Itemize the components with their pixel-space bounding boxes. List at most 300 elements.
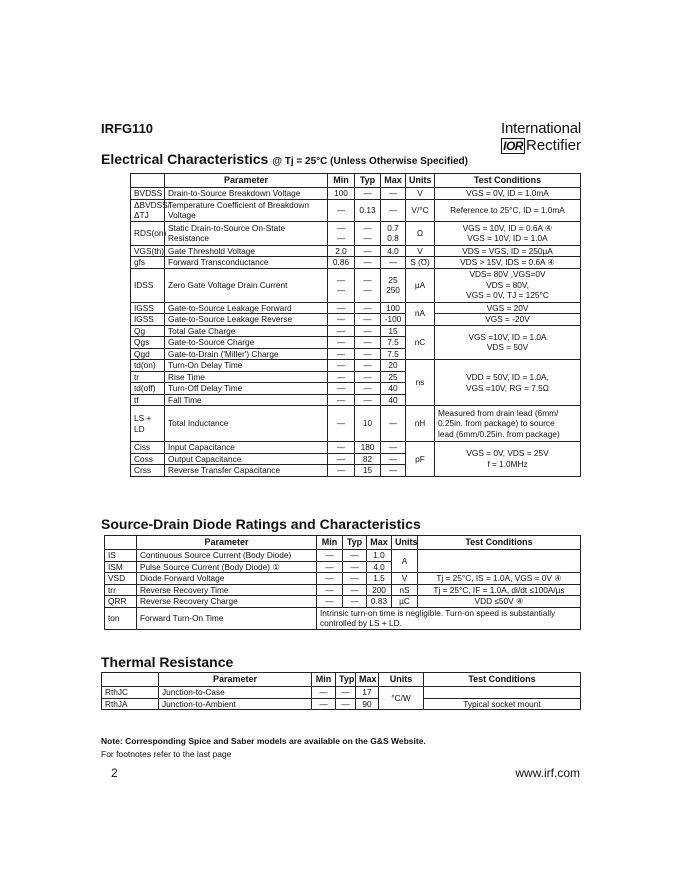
table-row [131,199,581,221]
units-cell: nA [406,302,435,325]
test-conditions-cell [435,360,581,406]
cell-line: — [363,325,372,336]
typ-cell [355,348,381,360]
units-cell: °C/W [379,687,424,710]
parameter-cell [165,394,328,406]
cell-line: — [363,285,372,295]
symbol-cell: RthJA [102,698,159,710]
typ-cell [355,314,381,326]
cell-line: Zero Gate Voltage Drain Current [168,279,288,290]
max-cell [381,383,406,395]
column-header: Typ [343,536,367,550]
typ-cell [355,302,381,314]
cell-line: VGS = 20V [486,302,529,313]
symbol-cell: RDS(on) [131,221,165,245]
max-cell [381,257,406,269]
parameter-cell [165,245,328,257]
typ-cell [355,268,381,302]
cell-line: — [363,337,372,347]
cell-line: — [363,360,372,370]
logo-line2: Rectifier [525,137,581,154]
max-cell: 200 [367,584,392,596]
cell-line: — [388,418,398,429]
cell-line: 0.13 [359,204,376,215]
min-cell [328,406,355,442]
table-row [131,221,581,245]
cell-line: 25 [388,274,398,285]
typ-cell [355,199,381,221]
max-cell: 17 [356,687,379,699]
symbol-cell: Qg [131,325,165,337]
test-conditions-cell [435,268,581,302]
cell-line: 15 [362,465,373,475]
min-cell: — [317,561,343,573]
cell-line: VGS = 0V, TJ = 125°C [466,290,549,301]
parameter-cell [165,453,328,465]
cell-line: VDS = VGS, ID = 250µA [462,245,553,256]
table-row [131,257,581,269]
symbol-cell: td(off) [131,383,165,395]
note-footnotes: For footnotes refer to the last page [101,749,232,759]
min-cell [328,371,355,383]
cell-line: 100 [386,302,400,313]
cell-line: Resistance [168,233,210,243]
column-header: Parameter [137,536,317,550]
cell-line: — [336,222,346,233]
min-cell [328,245,355,257]
min-cell [328,221,355,245]
cell-line: -100 [384,314,402,324]
column-header: Units [392,536,418,550]
parameter-cell [165,188,328,200]
cell-line: — [363,222,372,233]
max-cell [381,221,406,245]
table-header [131,174,581,188]
min-cell [328,302,355,314]
min-cell [328,314,355,326]
cell-line: VGS = 0V, ID = 1.0mA [466,188,549,198]
table-row [131,325,581,337]
column-header: Parameter [165,174,328,188]
typ-cell: — [343,550,367,562]
symbol-cell: VGS(th) [131,245,165,257]
min-cell: — [317,596,343,608]
typ-cell: — [336,698,356,710]
min-cell [328,199,355,221]
max-cell [381,302,406,314]
column-header [105,536,137,550]
cell-line: — [336,442,346,452]
max-cell [381,371,406,383]
cell-line: — [363,314,372,324]
table-row [105,596,581,608]
test-conditions-cell [435,442,581,477]
parameter-cell [165,199,328,221]
cell-line: — [336,302,346,313]
max-cell: 1.0 [367,550,392,562]
symbol-cell: Crss [131,465,165,477]
note-cell: Intrinsic turn-on time is negligible. Turn-on speed is substantially controlled by LS + LD. [317,607,581,629]
typ-cell [355,394,381,406]
table-row [105,550,581,562]
units-cell: S (Ʊ) [406,257,435,269]
test-conditions-cell [435,188,581,200]
symbol-cell: Qgs [131,337,165,349]
units-cell: pF [406,442,435,477]
min-cell: — [317,573,343,585]
cell-line: 40 [388,394,398,405]
min-cell [328,383,355,395]
cell-line: — [363,188,372,198]
table-row [131,406,581,442]
column-header: Min [317,536,343,550]
symbol-cell: ΔBVDSS/ΔTJ [131,199,165,221]
column-header: Units [379,673,424,687]
cell-line: VGS =10V, ID = 1.0A [468,331,547,342]
max-cell [381,188,406,200]
column-header [131,174,165,188]
cell-line: — [388,188,398,198]
parameter-cell [165,325,328,337]
symbol-cell: IDSS [131,268,165,302]
units-cell: nH [406,406,435,442]
cell-line: Reference to 25°C, ID = 1.0mA [450,204,565,215]
cell-line: — [363,245,372,256]
cell-line: VGS = -20V [485,314,530,324]
cell-line: Measured from drain lead (6mm/ [438,407,559,418]
symbol-cell: IGSS [131,314,165,326]
column-header: Max [356,673,379,687]
parameter-cell [165,314,328,326]
column-header: Test Conditions [435,174,581,188]
cell-line: Rise Time [168,371,205,382]
symbol-cell: Coss [131,453,165,465]
cell-line: Fall Time [168,394,202,405]
units-cell: nS [392,584,418,596]
typ-cell [355,383,381,395]
cell-line: Input Capacitance [168,442,235,452]
symbol-cell: gfs [131,257,165,269]
parameter-cell: Pulse Source Current (Body Diode) ① [137,561,317,573]
cell-line: 0.7 [387,222,399,233]
electrical-table [130,173,581,477]
cell-line: 82 [362,453,373,464]
test-conditions-cell: Tj = 25°C, IF = 1.0A, di/dt ≤100A/µs [418,584,581,596]
max-cell [381,394,406,406]
table-row [131,314,581,326]
logo-ior-mark: IOR [503,139,523,153]
table-row [131,268,581,302]
column-header: Min [312,673,336,687]
symbol-cell: BVDSS [131,188,165,200]
cell-line: — [336,274,346,285]
cell-line: VDD = 50V, ID = 1.0A, [466,372,549,382]
cell-line: — [388,257,398,267]
cell-line: — [363,302,372,313]
max-cell [381,268,406,302]
parameter-cell [165,383,328,395]
symbol-cell: LS + LD [131,406,165,442]
cell-line: VDS= 80V ,VGS=0V [469,269,546,280]
cell-line: Gate-to-Source Charge [168,337,255,347]
cell-line: Reverse Transfer Capacitance [168,465,281,475]
cell-line: — [336,337,346,347]
cell-line: 4.0 [387,245,399,256]
min-cell [328,348,355,360]
symbol-cell: ton [105,607,137,629]
units-cell: ns [406,360,435,406]
units-cell: µA [406,268,435,302]
cell-line: — [336,314,346,324]
column-header: Typ [336,673,356,687]
max-cell [381,337,406,349]
typ-cell [355,221,381,245]
cell-line: 100 [334,188,348,198]
test-conditions-cell [435,302,581,314]
typ-cell [355,360,381,372]
symbol-cell: td(on) [131,360,165,372]
cell-line: 7.5 [387,337,399,347]
parameter-cell [165,360,328,372]
table-row [102,687,581,699]
thermal-title: Thermal Resistance [101,654,234,670]
symbol-cell: IGSS [131,302,165,314]
table-row [131,360,581,372]
cell-line: f = 1.0MHz [487,458,528,469]
cell-line: — [388,442,398,452]
cell-line: — [363,394,372,405]
cell-line: Gate-to-Drain ('Miller') Charge [168,348,279,359]
footer-url: www.irf.com [515,766,580,780]
cell-line: VGS = 10V, ID = 1.0A [467,233,548,243]
symbol-cell: ISM [105,561,137,573]
parameter-cell: Junction-to-Ambient [159,698,312,710]
table-header [102,673,581,687]
cell-line: — [363,371,372,382]
min-cell: — [312,698,336,710]
min-cell [328,337,355,349]
max-cell [381,348,406,360]
table-row [105,607,581,629]
cell-line: 40 [388,383,398,393]
units-cell: Ω [406,221,435,245]
cell-line: VGS =10V, RG = 7.5Ω [466,382,549,393]
column-header: Typ [355,174,381,188]
units-cell: V [392,573,418,585]
cell-line: 15 [388,325,398,336]
test-conditions-cell: Tj = 25°C, IS = 1.0A, VGS = 0V ④ [418,573,581,585]
cell-line: — [363,348,372,359]
table-header [105,536,581,550]
diode-table [104,535,581,630]
logo-line1: International [501,120,581,137]
units-cell: V [406,188,435,200]
cell-line: 180 [360,442,375,452]
typ-cell [355,465,381,477]
test-conditions-cell [435,257,581,269]
parameter-cell: Forward Turn-On Time [137,607,317,629]
column-header: Test Conditions [418,536,581,550]
thermal-table [101,672,581,710]
column-header: Parameter [159,673,312,687]
cell-line: Turn-On Delay Time [168,360,243,370]
cell-line: 0.8 [387,233,399,243]
max-cell: 0.83 [367,596,392,608]
cell-line: — [336,204,346,215]
min-cell [328,325,355,337]
parameter-cell: Continuous Source Current (Body Diode) [137,550,317,562]
min-cell [328,394,355,406]
cell-line: 10 [362,418,373,429]
min-cell [328,453,355,465]
column-header: Test Conditions [424,673,581,687]
column-header: Max [381,174,406,188]
cell-line: 7.5 [387,348,399,359]
cell-line: — [336,394,346,405]
symbol-cell: trr [105,584,137,596]
test-conditions-cell [418,550,581,573]
min-cell [328,257,355,269]
typ-cell [355,257,381,269]
cell-line: VGS = 0V, VDS = 25V [466,448,549,459]
max-cell [381,245,406,257]
table-row [131,245,581,257]
test-conditions-cell: Typical socket mount [424,698,581,710]
parameter-cell [165,221,328,245]
max-cell [381,314,406,326]
cell-line: Gate Threshold Voltage [168,245,256,256]
cell-line: — [363,257,372,267]
max-cell: 1.5 [367,573,392,585]
cell-line: — [388,204,398,215]
cell-line: — [336,348,346,359]
units-cell: A [392,550,418,573]
cell-line: VDS = 80V, [486,279,529,290]
cell-line: Turn-Off Delay Time [168,383,243,393]
cell-line: — [336,233,346,243]
min-cell: — [317,584,343,596]
symbol-cell: tr [131,371,165,383]
cell-line: lead (6mm/0.25in. from package) [438,428,560,439]
units-cell: µC [392,596,418,608]
cell-line: Forward Transconductance [168,257,269,267]
symbol-cell: Ciss [131,442,165,454]
parameter-cell [165,348,328,360]
cell-line: Temperature Coefficient of Breakdown Voltage [168,199,309,220]
symbol-cell: VSD [105,573,137,585]
typ-cell: — [343,596,367,608]
parameter-cell: Reverse Recovery Time [137,584,317,596]
electrical-subtitle: @ Tj = 25°C (Unless Otherwise Specified) [272,156,468,167]
parameter-cell [165,268,328,302]
part-number: IRFG110 [101,121,154,136]
table-row [102,698,581,710]
cell-line: VDS = 50V [486,342,529,353]
page-number: 2 [111,766,118,780]
typ-cell [355,406,381,442]
cell-line: — [336,285,346,295]
cell-line: 20 [388,360,398,370]
typ-cell [355,188,381,200]
parameter-cell [165,442,328,454]
cell-line: 0.25in. from package) to source [438,418,555,429]
diode-title: Source-Drain Diode Ratings and Characteristics [101,516,421,532]
max-cell [381,199,406,221]
typ-cell [355,245,381,257]
parameter-cell: Diode Forward Voltage [137,573,317,585]
typ-cell: — [336,687,356,699]
table-row [131,188,581,200]
cell-line: — [336,465,346,475]
symbol-cell: QRR [105,596,137,608]
cell-line: VGS = 10V, ID = 0.6A ④ [462,222,553,233]
max-cell [381,360,406,372]
typ-cell: — [343,561,367,573]
table-row [131,302,581,314]
cell-line: Gate-to-Source Leakage Forward [168,302,292,313]
cell-line: — [363,233,372,243]
typ-cell [355,453,381,465]
min-cell: — [312,687,336,699]
parameter-cell [165,257,328,269]
note-spice-saber: Note: Corresponding Spice and Saber models are available on the G&S Website. [101,736,426,746]
max-cell [381,325,406,337]
min-cell [328,360,355,372]
units-cell: V [406,245,435,257]
cell-line: Static Drain-to-Source On-State [168,222,286,233]
units-cell: nC [406,325,435,360]
cell-line: VDS > 15V, IDS = 0.6A ④ [460,257,555,267]
typ-cell: — [343,573,367,585]
symbol-cell: IS [105,550,137,562]
symbol-cell: tf [131,394,165,406]
cell-line: Output Capacitance [168,453,242,464]
units-cell: V/°C [406,199,435,221]
typ-cell: — [343,584,367,596]
parameter-cell [165,371,328,383]
parameter-cell [165,465,328,477]
company-logo [501,120,581,155]
max-cell [381,453,406,465]
cell-line: — [336,418,346,429]
parameter-cell [165,302,328,314]
cell-line: — [388,453,398,464]
typ-cell [355,371,381,383]
test-conditions-cell [435,221,581,245]
typ-cell [355,325,381,337]
table-row [105,584,581,596]
symbol-cell: Qgd [131,348,165,360]
electrical-title: Electrical Characteristics @ Tj = 25°C (Unless Otherwise Specified) [101,151,468,167]
min-cell [328,465,355,477]
min-cell [328,268,355,302]
max-cell [381,465,406,477]
cell-line: Gate-to-Source Leakage Reverse [168,314,293,324]
column-header: Units [406,174,435,188]
parameter-cell: Junction-to-Case [159,687,312,699]
cell-line: — [336,383,346,393]
cell-line: Total Gate Charge [168,325,236,336]
test-conditions-cell [435,314,581,326]
parameter-cell [165,337,328,349]
test-conditions-cell [435,325,581,360]
min-cell [328,188,355,200]
cell-line: — [336,371,346,382]
test-conditions-cell: VDD ≤50V ④ [418,596,581,608]
column-header: Max [367,536,392,550]
cell-line: Total Inductance [168,418,229,429]
cell-line: — [388,465,398,475]
